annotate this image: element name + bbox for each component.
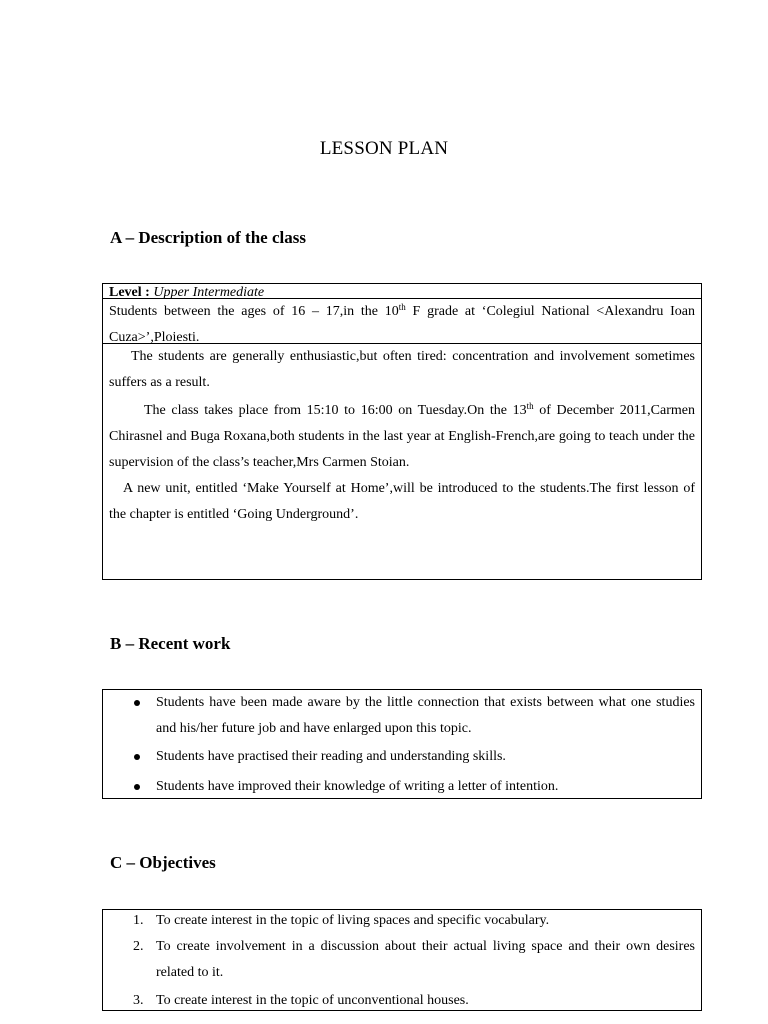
- list-item: [103, 908, 701, 934]
- objective-text: To create interest in the topic of unconventional houses.: [156, 993, 469, 1008]
- class-description-table: [102, 283, 702, 580]
- list-item: Students have been made aware by the little connection that exists between what one studies and his/her future job and have enlarged upon this topic.: [103, 690, 701, 742]
- objectives-table: [102, 909, 702, 1011]
- students-ordinal-suffix: th: [398, 302, 406, 312]
- students-text-start: Students between the ages of 16 – 17,in the 10: [109, 304, 399, 319]
- objective-number: 2.: [133, 939, 144, 954]
- objective-number: 3.: [133, 993, 144, 1008]
- students-text-end: F grade at ‘Colegiul National <Alexandru Ioan Cuza>’,Ploiesti.: [109, 304, 695, 345]
- recent-work-table: [102, 689, 702, 799]
- objective-number: 1.: [133, 913, 144, 928]
- description-row: [103, 343, 701, 528]
- list-item: [103, 934, 701, 986]
- schedule-text-end: of December 2011,Carmen Chirasnel and Buga Roxana,both students in the last year at English-French,are going to teach under the supervision of the class’s teacher,Mrs Carmen Stoian.: [109, 403, 695, 470]
- list-item: [103, 988, 701, 1014]
- description-paragraph-1: The students are generally enthusiastic,but often tired: concentration and involvement sometimes suffers as a result.: [109, 349, 695, 390]
- schedule-ordinal-suffix: th: [526, 401, 534, 411]
- schedule-text-start: The class takes place from 15:10 to 16:00 on Tuesday.On the 13: [144, 403, 527, 418]
- objectives-list: [103, 908, 701, 1014]
- level-label: Level :: [109, 285, 150, 300]
- recent-work-list: [103, 690, 701, 800]
- description-paragraph-3: A new unit, entitled ‘Make Yourself at Home’,will be introduced to the students.The first lesson of the chapter is entitled ‘Going Underground’.: [109, 481, 695, 522]
- section-a-heading: A – Description of the class: [110, 228, 306, 247]
- objective-text: To create involvement in a discussion about their actual living space and their own desires related to it.: [156, 939, 695, 980]
- section-b-heading: B – Recent work: [110, 634, 231, 653]
- description-paragraph-2: [109, 398, 695, 476]
- list-item: Students have improved their knowledge of writing a letter of intention.: [103, 774, 701, 800]
- level-value: Upper Intermediate: [153, 285, 265, 300]
- document-title: LESSON PLAN: [319, 138, 449, 159]
- section-c-heading: C – Objectives: [110, 853, 216, 872]
- list-item: Students have practised their reading and understanding skills.: [103, 744, 701, 770]
- objective-text: To create interest in the topic of living spaces and specific vocabulary.: [156, 913, 550, 928]
- students-row: [103, 298, 701, 343]
